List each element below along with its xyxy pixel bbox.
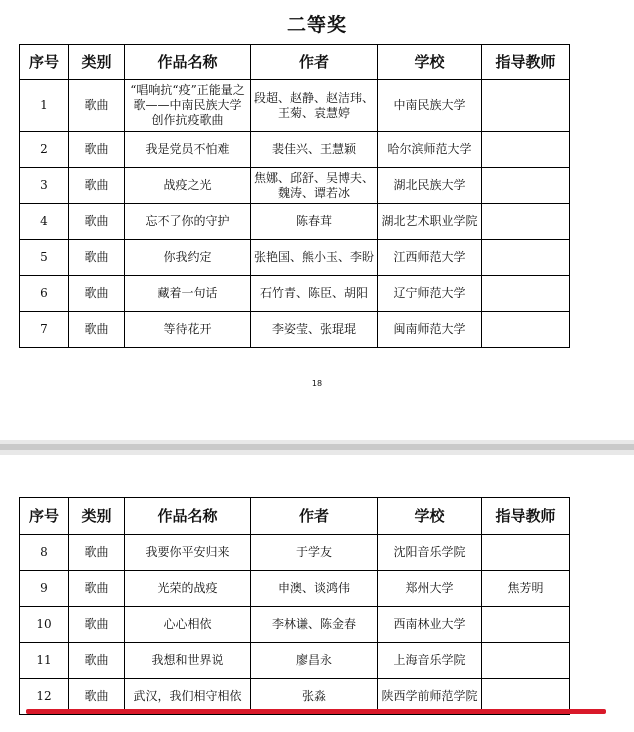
table-row [20, 204, 570, 240]
cell-school: 郑州大学 [378, 571, 482, 607]
cell-teacher [482, 132, 570, 168]
cell-no: 9 [20, 571, 69, 607]
table-row [20, 80, 570, 132]
cell-teacher [482, 607, 570, 643]
cell-cat: 歌曲 [69, 312, 125, 348]
cell-cat: 歌曲 [69, 607, 125, 643]
cell-cat: 歌曲 [69, 643, 125, 679]
cell-work: 心心相依 [125, 607, 251, 643]
cell-no: 3 [20, 168, 69, 204]
cell-author: 李姿莹、张琨琨 [251, 312, 378, 348]
cell-school: 闽南师范大学 [378, 312, 482, 348]
cell-work: 等待花开 [125, 312, 251, 348]
cell-school: 哈尔滨师范大学 [378, 132, 482, 168]
cell-work: 藏着一句话 [125, 276, 251, 312]
page-title: 二等奖 [286, 14, 347, 36]
cell-author: 石竹青、陈臣、胡阳 [251, 276, 378, 312]
cell-work: 武汉，我们相守相依 [125, 679, 251, 715]
header-cell: 类别 [69, 45, 125, 80]
header-cell: 作品名称 [125, 498, 251, 535]
document-page-bottom [0, 455, 634, 732]
cell-no: 10 [20, 607, 69, 643]
cell-school: 上海音乐学院 [378, 643, 482, 679]
cell-no: 6 [20, 276, 69, 312]
cell-cat: 歌曲 [69, 168, 125, 204]
cell-author: 李林谦、陈金春 [251, 607, 378, 643]
cell-no: 8 [20, 535, 69, 571]
cell-teacher [482, 204, 570, 240]
cell-school: 中南民族大学 [378, 80, 482, 132]
cell-school: 陕西学前师范学院 [378, 679, 482, 715]
cell-cat: 歌曲 [69, 204, 125, 240]
cell-no: 2 [20, 132, 69, 168]
table-row [20, 535, 570, 571]
cell-cat: 歌曲 [69, 535, 125, 571]
header-cell: 序号 [20, 45, 69, 80]
cell-cat: 歌曲 [69, 132, 125, 168]
cell-no: 1 [20, 80, 69, 132]
cell-work: 你我约定 [125, 240, 251, 276]
header-cell: 指导教师 [482, 498, 570, 535]
page-number: 18 [311, 379, 323, 388]
cell-school: 辽宁师范大学 [378, 276, 482, 312]
cell-school: 湖北民族大学 [378, 168, 482, 204]
cell-author: 焦娜、邱舒、吴博夫、魏涛、谭若冰 [251, 168, 378, 204]
cell-author: 裴佳兴、王慧颖 [251, 132, 378, 168]
header-cell: 学校 [378, 45, 482, 80]
header-cell: 序号 [20, 498, 69, 535]
cell-cat: 歌曲 [69, 276, 125, 312]
table-row [20, 168, 570, 204]
award-table-page1 [19, 44, 570, 348]
cell-no: 7 [20, 312, 69, 348]
cell-school: 西南林业大学 [378, 607, 482, 643]
cell-teacher [482, 168, 570, 204]
page-separator [0, 440, 634, 455]
table-row [20, 607, 570, 643]
cell-school: 江西师范大学 [378, 240, 482, 276]
cell-cat: 歌曲 [69, 571, 125, 607]
table-header-row [20, 45, 570, 80]
cell-author: 陈春茸 [251, 204, 378, 240]
header-cell: 作品名称 [125, 45, 251, 80]
header-cell: 指导教师 [482, 45, 570, 80]
cell-author: 廖昌永 [251, 643, 378, 679]
cell-no: 5 [20, 240, 69, 276]
cell-school: 湖北艺术职业学院 [378, 204, 482, 240]
cell-teacher [482, 535, 570, 571]
cell-work: 我想和世界说 [125, 643, 251, 679]
cell-work: 我是党员不怕难 [125, 132, 251, 168]
cell-school: 沈阳音乐学院 [378, 535, 482, 571]
cell-author: 张艳国、熊小玉、李盼 [251, 240, 378, 276]
header-cell: 学校 [378, 498, 482, 535]
cell-work: 战疫之光 [125, 168, 251, 204]
cell-teacher [482, 276, 570, 312]
cell-author: 申澳、谈鸿伟 [251, 571, 378, 607]
cell-teacher [482, 643, 570, 679]
cell-cat: 歌曲 [69, 679, 125, 715]
cell-author: 段超、赵静、赵洁玮、王菊、袁慧婷 [251, 80, 378, 132]
table-row [20, 276, 570, 312]
cell-teacher [482, 312, 570, 348]
cell-work: “唱响抗“疫”正能量之歌——中南民族大学创作抗疫歌曲 [125, 80, 251, 132]
header-cell: 作者 [251, 498, 378, 535]
cell-cat: 歌曲 [69, 80, 125, 132]
table-row [20, 571, 570, 607]
cell-author: 张淼 [251, 679, 378, 715]
cell-author: 于学友 [251, 535, 378, 571]
table-row [20, 312, 570, 348]
table-row [20, 643, 570, 679]
cell-teacher: 焦芳明 [482, 571, 570, 607]
cell-teacher [482, 240, 570, 276]
table-row [20, 240, 570, 276]
cell-no: 11 [20, 643, 69, 679]
red-underline-mark [26, 709, 606, 714]
cell-no: 12 [20, 679, 69, 715]
award-table-page2 [19, 497, 570, 715]
cell-teacher [482, 80, 570, 132]
cell-work: 忘不了你的守护 [125, 204, 251, 240]
table-header-row [20, 498, 570, 535]
cell-work: 光荣的战疫 [125, 571, 251, 607]
header-cell: 作者 [251, 45, 378, 80]
cell-cat: 歌曲 [69, 240, 125, 276]
cell-no: 4 [20, 204, 69, 240]
table-row [20, 132, 570, 168]
header-cell: 类别 [69, 498, 125, 535]
cell-work: 我要你平安归来 [125, 535, 251, 571]
